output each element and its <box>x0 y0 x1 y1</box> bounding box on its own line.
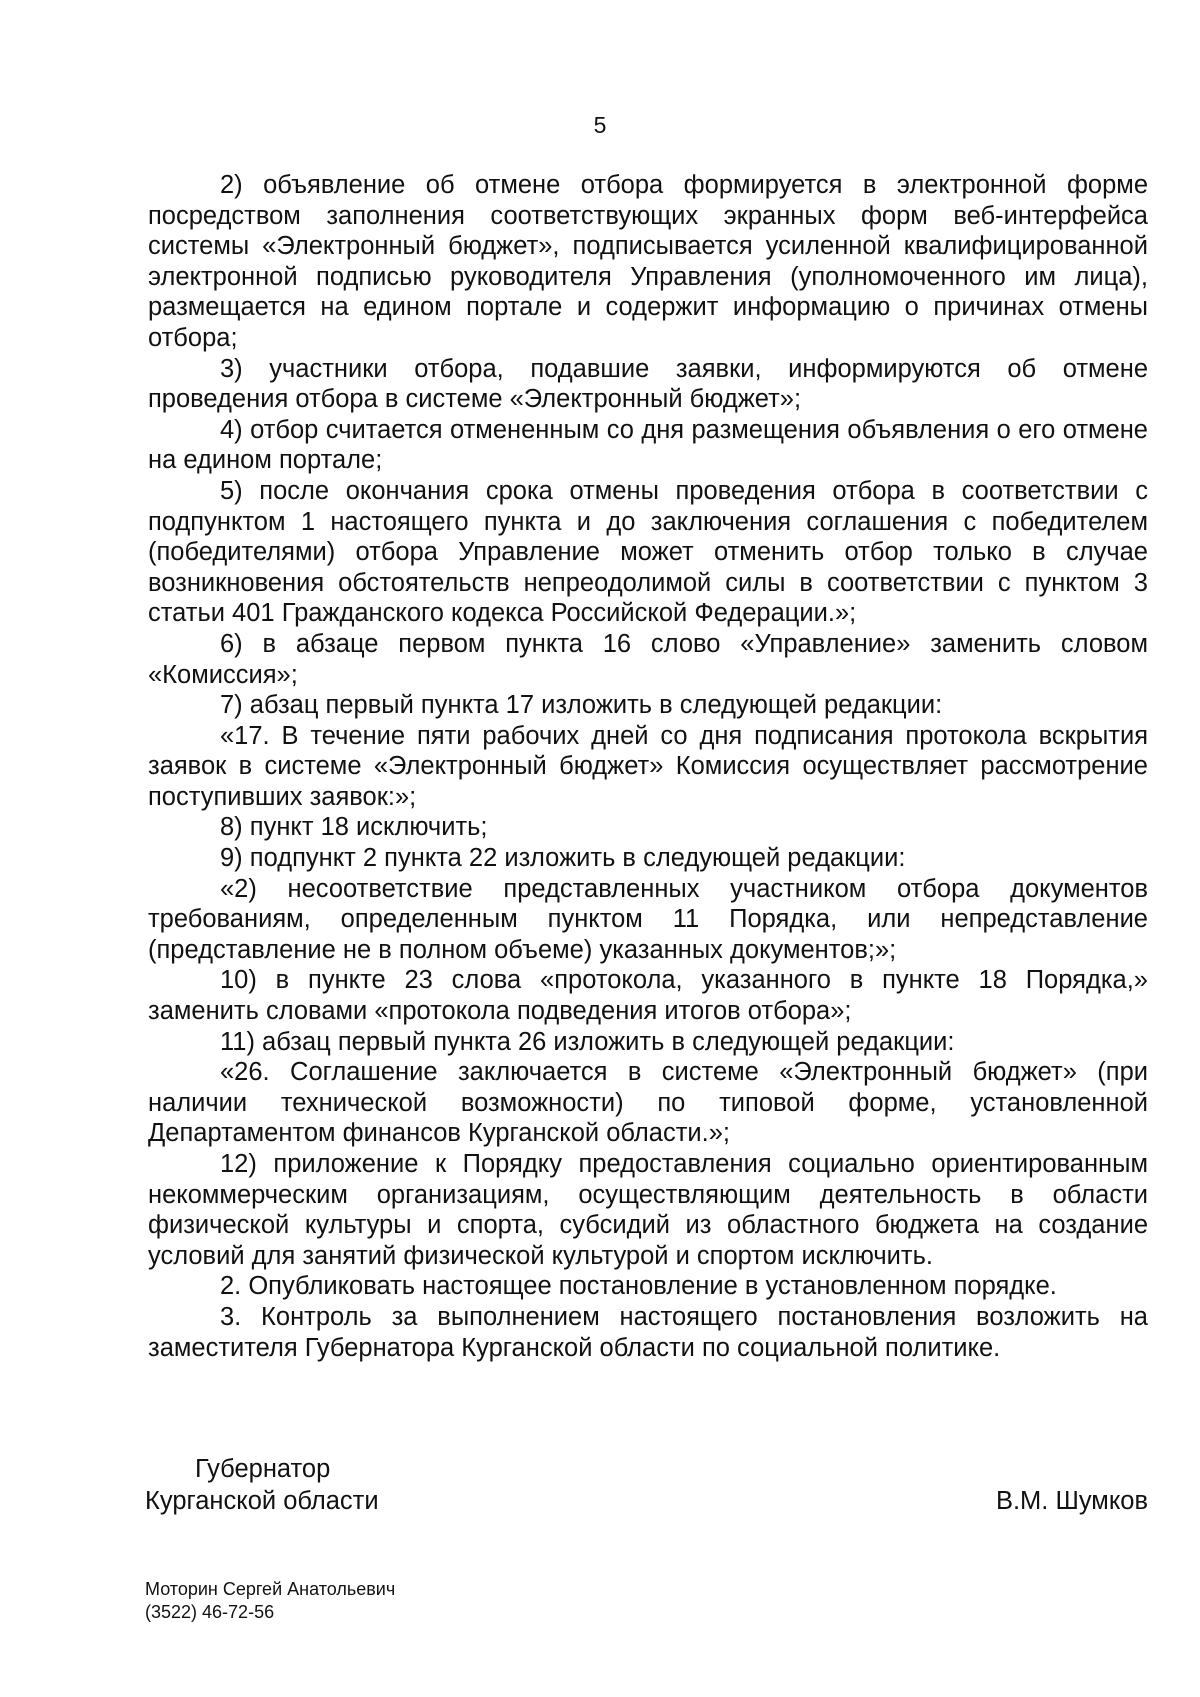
paragraph-clause-3: 3. Контроль за выполнением настоящего постановления возложить на заместителя Губернатора Курганской области по социальной политике. <box>148 1302 1148 1362</box>
paragraph-item-5: 5) после окончания срока отмены проведения отбора в соответствии с подпунктом 1 настоящего пункта и до заключения соглашения с победителем (победителями) отбора Управление может отменить отбор только в случае возникновения обстоятельств непреодолимой силы в соответствии с пунктом 3 статьи 401 Гражданского кодекса Российской Федерации.»; <box>148 476 1148 628</box>
paragraph-item-4: 4) отбор считается отмененным со дня размещения объявления о его отмене на едином портале; <box>148 415 1148 475</box>
executor-block <box>145 1578 395 1624</box>
executor-phone: (3522) 46-72-56 <box>145 1602 275 1622</box>
signatory-title-line1: Губернатор <box>195 1455 331 1483</box>
document-body <box>148 170 1148 1363</box>
paragraph-amendment-7: 7) абзац первый пункта 17 изложить в следующей редакции: <box>220 691 943 720</box>
paragraph-amendment-11: 11) абзац первый пункта 26 изложить в следующей редакции: <box>220 1027 955 1056</box>
signature-block <box>145 1453 1148 1517</box>
paragraph-amendment-8: 8) пункт 18 исключить; <box>220 813 488 842</box>
signatory-name: В.М. Шумков <box>995 1487 1148 1515</box>
paragraph-quote-26: «26. Соглашение заключается в системе «Электронный бюджет» (при наличии технической возможности) по типовой форме, установленной Департаментом финансов Курганской области.»; <box>148 1058 1148 1148</box>
paragraph-amendment-6: 6) в абзаце первом пункта 16 слово «Управление» заменить словом «Комиссия»; <box>148 629 1148 689</box>
executor-name: Моторин Сергей Анатольевич <box>145 1579 396 1599</box>
paragraph-amendment-10: 10) в пункте 23 слова «протокола, указанного в пункте 18 Порядка,» заменить словами «протокола подведения итогов отбора»; <box>148 966 1148 1026</box>
paragraph-item-2: 2) объявление об отмене отбора формируется в электронной форме посредством заполнения соответствующих экранных форм веб-интерфейса системы «Электронный бюджет», подписывается усиленной квалифицированной электронной подписью руководителя Управления (уполномоченного им лица), размещается на едином портале и содержит информацию о причинах отмены отбора; <box>148 171 1148 352</box>
paragraph-amendment-12: 12) приложение к Порядку предоставления социально ориентированным некоммерческим организациям, осуществляющим деятельность в области физической культуры и спорта, субсидий из областного бюджета на создание условий для занятий физической культурой и спортом исключить. <box>148 1150 1148 1270</box>
paragraph-quote-22-2: «2) несоответствие представленных участником отбора документов требованиям, определенным пунктом 11 Порядка, или непредставление (представление не в полном объеме) указанных документов;»; <box>148 874 1148 964</box>
signatory-title-line2: Курганской области <box>145 1487 379 1515</box>
paragraph-quote-17: «17. В течение пяти рабочих дней со дня подписания протокола вскрытия заявок в системе «Электронный бюджет» Комиссия осуществляет рассмотрение поступивших заявок:»; <box>148 721 1148 811</box>
paragraph-clause-2: 2. Опубликовать настоящее постановление в установленном порядке. <box>220 1272 1057 1301</box>
paragraph-item-3: 3) участники отбора, подавшие заявки, информируются об отмене проведения отбора в системе «Электронный бюджет»; <box>148 354 1148 414</box>
page-number: 5 <box>593 112 607 138</box>
paragraph-amendment-9: 9) подпункт 2 пункта 22 изложить в следующей редакции: <box>220 844 906 873</box>
